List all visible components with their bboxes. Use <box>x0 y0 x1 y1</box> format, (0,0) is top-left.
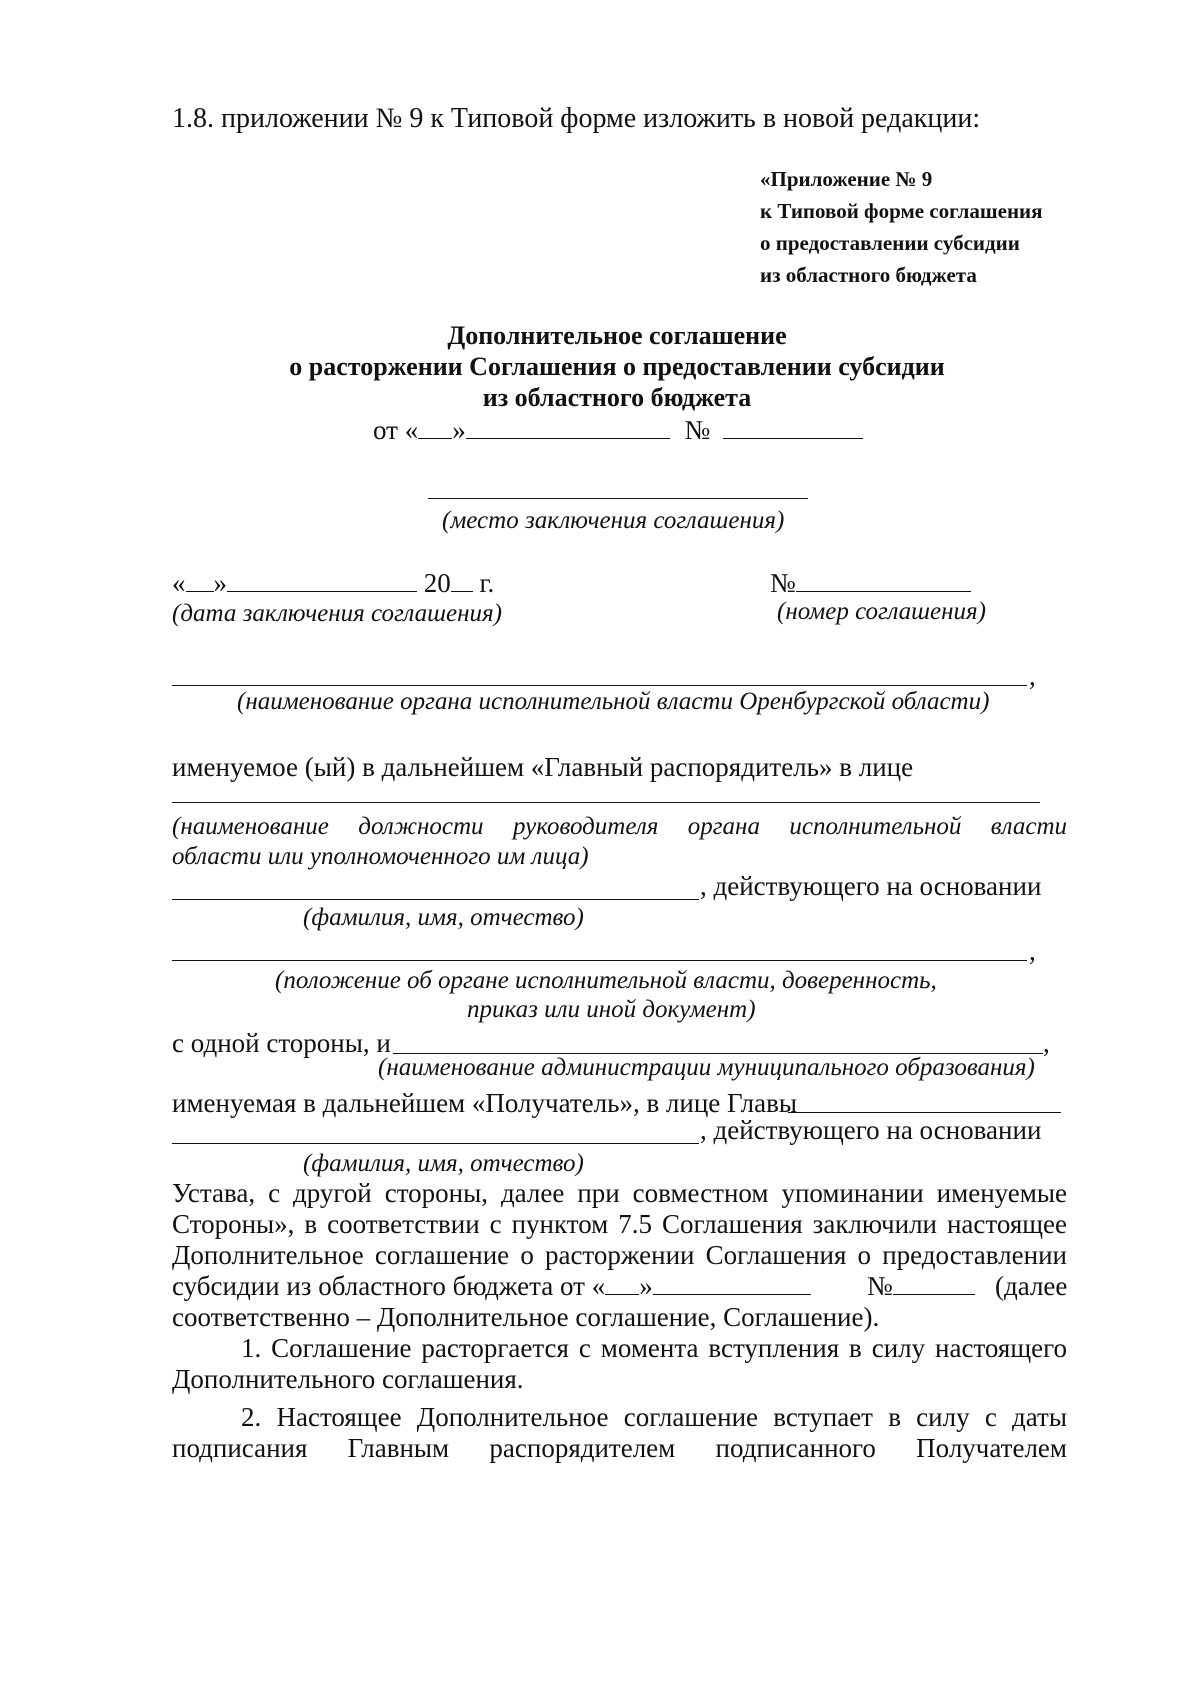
number-sign: № <box>684 415 711 445</box>
one-side-text: с одной стороны, и <box>172 1028 391 1058</box>
title-line-3: из областного бюджета <box>482 383 752 412</box>
body-month-blank <box>653 1272 811 1295</box>
cd-year: 20 <box>423 568 451 598</box>
place-blank-line <box>428 498 808 499</box>
appendix-block <box>760 163 1043 291</box>
appendix-line-3: о предоставлении субсидии <box>760 231 1020 255</box>
body-line-5: соответственно – Дополнительное соглашение, Соглашение). <box>172 1302 880 1332</box>
doc-comma: , <box>1029 936 1036 966</box>
cd-month-blank <box>227 569 417 592</box>
title-date-line <box>373 414 863 446</box>
point-1-line-2: Дополнительного соглашения. <box>172 1364 524 1394</box>
acting-basis-text-2: , действующего на основании <box>700 1115 1042 1145</box>
body-quote-close: » <box>639 1271 653 1301</box>
heading-paragraph: 1.8. приложении № 9 к Типовой форме изложить в новой редакции: <box>172 103 981 134</box>
organ-caption: (наименование органа исполнительной власти Оренбургской области) <box>237 688 990 715</box>
body-line-2: Стороны», в соответствии с пунктом 7.5 Соглашения заключили настоящее <box>172 1209 1067 1239</box>
position-caption-line-1: (наименование должности руководителя органа исполнительной власти <box>172 813 1067 840</box>
conclusion-number-line <box>770 567 971 599</box>
doc-caption-line-1: (положение об органе исполнительной власти, доверенность, <box>275 967 937 994</box>
doc-caption-line-2: приказ или иной документ) <box>467 996 756 1023</box>
date-prefix: от « <box>373 415 419 445</box>
point-2-line-2: подписания Главным распорядителем подписанного Получателем <box>172 1433 1067 1463</box>
document-title <box>172 320 1062 413</box>
day-blank <box>418 416 452 439</box>
number-caption: (номер соглашения) <box>777 598 986 625</box>
fio1-caption: (фамилия, имя, отчество) <box>303 904 584 931</box>
cd-open-quote: « <box>172 568 186 598</box>
fio1-blank-line <box>172 899 699 900</box>
month-blank <box>466 416 670 439</box>
fio2-blank-line <box>172 1143 699 1144</box>
named-recipient-text: именуемая в дальнейшем «Получатель», в лице Главы <box>172 1088 797 1118</box>
date-quote-close: » <box>452 415 466 445</box>
body-line-3: Дополнительное соглашение о расторжении Соглашения о предоставлении <box>172 1240 1067 1270</box>
body-day-blank <box>605 1272 639 1295</box>
cn-number-sign: № <box>770 568 796 598</box>
title-line-1: Дополнительное соглашение <box>447 321 787 350</box>
acting-basis-text: , действующего на основании <box>700 871 1042 901</box>
cn-number-blank <box>796 569 971 592</box>
appendix-line-1: «Приложение № 9 <box>760 167 933 191</box>
body-further: (далее <box>995 1271 1068 1301</box>
point-1-line-1: 1. Соглашение расторгается с момента вступления в силу настоящего <box>241 1333 1067 1363</box>
body-line-1: Устава, с другой стороны, далее при совместном упоминании именуемые <box>172 1178 1067 1208</box>
body-number-sign: № <box>867 1271 893 1301</box>
body-line-4 <box>172 1270 811 1302</box>
body-l4-text: субсидии из областного бюджета от « <box>172 1271 606 1301</box>
point-2-line-1: 2. Настоящее Дополнительное соглашение вступает в силу с даты <box>241 1402 1067 1432</box>
municipal-comma: , <box>1043 1028 1050 1058</box>
fio2-caption: (фамилия, имя, отчество) <box>303 1150 584 1177</box>
head-blank-line <box>788 1112 1061 1113</box>
cd-close-quote: » <box>213 568 227 598</box>
named-as-text: именуемое (ый) в дальнейшем «Главный распорядитель» в лице <box>172 752 914 782</box>
cd-day-blank <box>186 569 214 592</box>
municipal-caption: (наименование администрации муниципального образования) <box>378 1054 1035 1081</box>
body-number-blank <box>893 1272 975 1295</box>
title-line-2: о расторжении Соглашения о предоставлении субсидии <box>289 352 945 381</box>
cd-year-blank <box>451 569 473 592</box>
number-blank <box>723 416 863 439</box>
place-caption: (место заключения соглашения) <box>442 507 785 534</box>
date-caption: (дата заключения соглашения) <box>172 600 502 627</box>
conclusion-date-line <box>172 567 494 599</box>
doc-blank-line <box>172 960 1027 961</box>
position-blank-line <box>172 802 1040 803</box>
appendix-line-2: к Типовой форме соглашения <box>760 199 1043 223</box>
position-caption-line-2: области или уполномоченного им лица) <box>172 843 589 870</box>
organ-comma: , <box>1029 661 1036 691</box>
cd-year-suffix: г. <box>479 568 495 598</box>
body-number <box>867 1270 975 1302</box>
appendix-line-4: из областного бюджета <box>760 263 977 287</box>
